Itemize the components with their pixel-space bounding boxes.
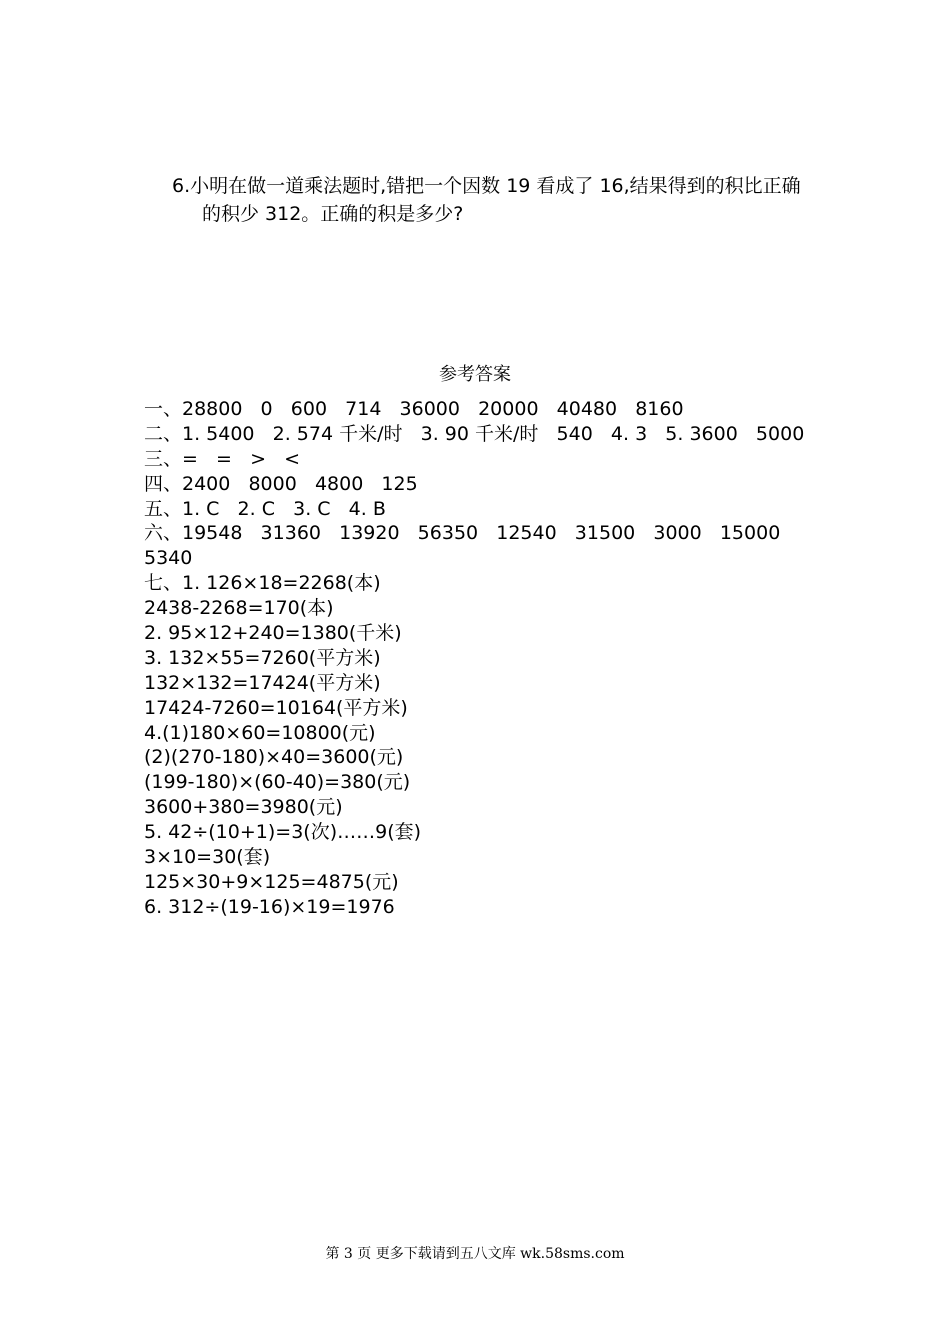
answer-line: 3. 132×55=7260(平方米) xyxy=(144,646,381,669)
answer-line: 七、1. 126×18=2268(本) xyxy=(144,572,381,595)
answer-line: 二、1. 5400 2. 574 千米/时 3. 90 千米/时 540 4. 3 5. 3600 5000 xyxy=(144,422,805,445)
answer-line: 2438-2268=170(本) xyxy=(144,597,334,620)
answer-line: (199-180)×(60-40)=380(元) xyxy=(144,771,411,794)
answer-line: 132×132=17424(平方米) xyxy=(144,671,381,694)
answer-line: 6. 312÷(19-16)×19=1976 xyxy=(144,895,395,918)
page-footer: 第 3 页 更多下载请到五八文库 wk.58sms.com xyxy=(325,1246,625,1262)
answer-line: 125×30+9×125=4875(元) xyxy=(144,870,399,893)
answer-line: 三、= = > < xyxy=(144,447,301,470)
answer-line: 五、1. C 2. C 3. C 4. B xyxy=(144,497,386,520)
answer-key-title: 参考答案 xyxy=(439,364,511,385)
answer-line: 3×10=30(套) xyxy=(144,846,271,869)
answer-line: 4.(1)180×60=10800(元) xyxy=(144,721,376,744)
question-line-2: 的积少 312。正确的积是多少? xyxy=(202,203,464,225)
answer-line: 3600+380=3980(元) xyxy=(144,796,343,819)
answer-line: 5. 42÷(10+1)=3(次)……9(套) xyxy=(144,821,422,844)
answer-line: 5340 xyxy=(144,547,193,570)
answer-line: 一、28800 0 600 714 36000 20000 40480 8160 xyxy=(144,398,684,420)
question-6 xyxy=(172,172,822,228)
answer-line: 六、19548 31360 13920 56350 12540 31500 3000 15000 xyxy=(144,522,781,545)
answer-line: 17424-7260=10164(平方米) xyxy=(144,696,408,719)
answer-line: 2. 95×12+240=1380(千米) xyxy=(144,622,402,645)
answer-line: 四、2400 8000 4800 125 xyxy=(144,472,418,495)
answer-line: (2)(270-180)×40=3600(元) xyxy=(144,746,404,769)
question-line-1: 6.小明在做一道乘法题时,错把一个因数 19 看成了 16,结果得到的积比正确 xyxy=(172,175,801,197)
answer-key-body xyxy=(144,397,844,920)
